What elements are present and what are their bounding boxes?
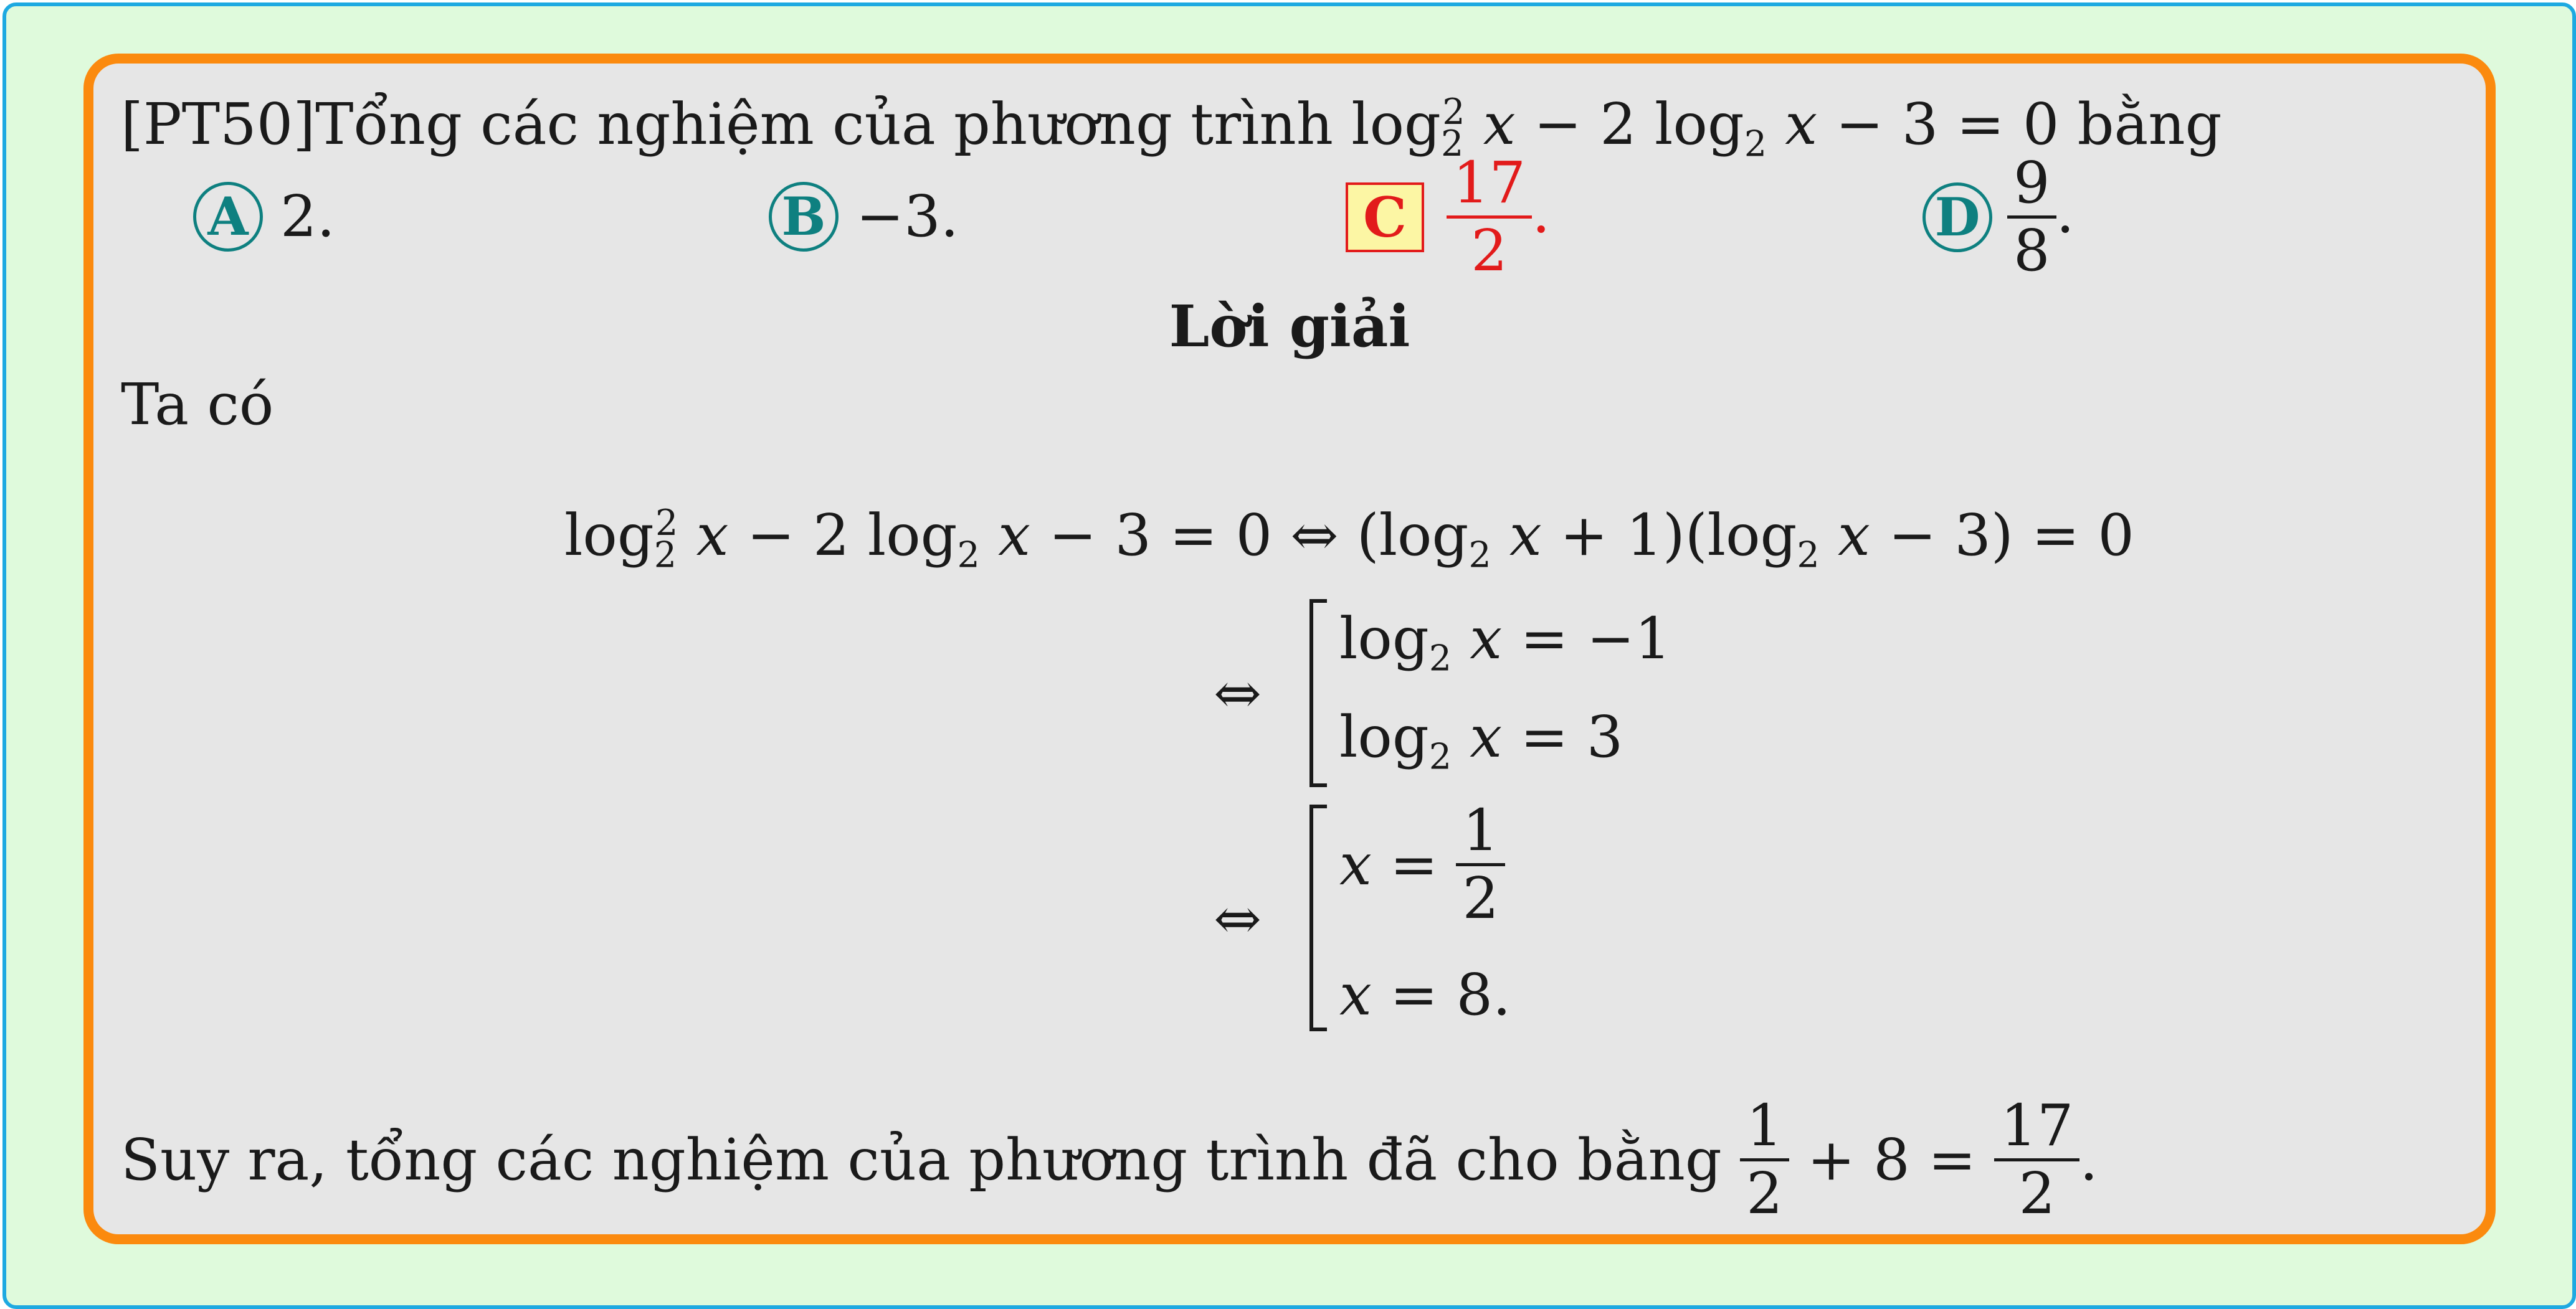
choice-a[interactable] (193, 182, 335, 252)
math-line-2-bracket (1309, 599, 1327, 787)
question-line (121, 91, 2222, 165)
math-line-2b: $\log_2 x = 3$ (1339, 704, 1623, 778)
conclusion-text: Suy ra, tổng các nghiệm của phương trình đã cho bằng (121, 1126, 1722, 1193)
choice-d-denominator: 8 (2013, 217, 2050, 284)
math-line-3b: x = 8. (1339, 962, 1511, 1028)
question-equation: $\log_2^2 x - 2$ $\log_2 x - 3 = 0$ (1351, 91, 2078, 165)
choice-d-label: D (1922, 182, 1992, 252)
math-line-3a: x = $\frac{1}{2}$ (1339, 802, 1505, 927)
question-id: [PT50] (121, 91, 316, 158)
math-line-2a: $\log_2 x = -1$ (1339, 605, 1671, 679)
question-text: Tổng các nghiệm của phương trình (315, 91, 1333, 158)
choice-a-value: 2. (280, 183, 335, 250)
question-card (83, 54, 2496, 1244)
math-line-2-arrow: ⇔ (1214, 660, 1262, 727)
choice-b[interactable] (769, 182, 959, 252)
choice-c-value: $\frac{17}{2}$ . (1447, 154, 1550, 280)
choice-d-value: $\frac{9}{8}$ . (2007, 154, 2075, 280)
choice-b-label: B (769, 182, 839, 252)
choice-a-label: A (193, 182, 263, 252)
math-line-1: $\log_2^2 x - 2$ $\log_2 x - 3 = 0$ ⇔ ($\log_2$ $x + 1)(\log_2$ x − 3) = 0 (564, 502, 2134, 576)
choice-c-numerator: 17 (1447, 154, 1532, 219)
solution-heading: Lời giải (1169, 293, 1410, 360)
choice-d[interactable] (1922, 149, 2075, 284)
choice-c-label: C (1346, 182, 1424, 252)
choice-d-numerator: 9 (2007, 154, 2056, 219)
math-line-3-bracket (1309, 805, 1327, 1031)
solution-intro: Ta có (121, 371, 274, 438)
question-suffix: bằng (2077, 91, 2222, 158)
choice-b-value: −3. (856, 183, 959, 250)
math-line-3-arrow: ⇔ (1214, 886, 1262, 952)
choice-c-denominator: 2 (1471, 217, 1508, 284)
choice-c[interactable] (1346, 149, 1551, 284)
solution-conclusion: Suy ra, tổng các nghiệm của phương trình đã cho bằng $\frac{1}{2}$ + 8 = $\frac{17}{2}$ . (121, 1092, 2098, 1227)
